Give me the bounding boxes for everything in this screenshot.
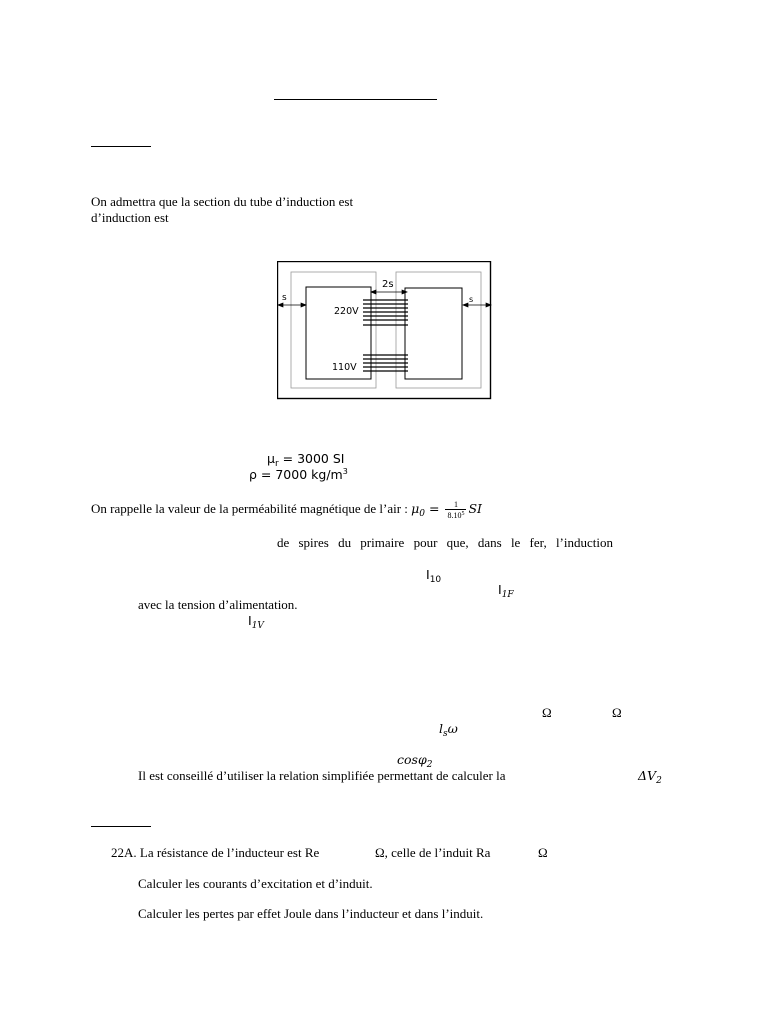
rho-equation — [249, 467, 348, 482]
i1v-symbol: $I_{1V}$ — [248, 613, 264, 631]
cos-phi-symbol: cosφ$_2$ — [397, 752, 433, 770]
i10-symbol: $I_{10}$ — [426, 567, 442, 585]
conseil-text: Il est conseillé d’utiliser la relation simplifiée permettant de calculer la — [138, 768, 506, 783]
air-permeability-text: On rappelle la valeur de la perméabilité magnétique de l’air : — [91, 500, 412, 516]
mu0-symbol: μ — [411, 500, 420, 516]
label-s-right: s — [469, 295, 474, 304]
mu-r-subscript: r — [274, 459, 279, 469]
alimentation-text: avec la tension d’alimentation. — [138, 597, 298, 612]
label-110v: 110V — [332, 362, 357, 373]
exercise-number: 22A. — [111, 845, 137, 860]
section-paragraph-line-1: On admettra que la section du tube d’induction est — [91, 194, 354, 209]
exercise-text-re: La résistance de l’inducteur est Re — [136, 845, 320, 860]
exercise-question-2: Calculer les pertes par effet Joule dans l’inducteur et dans l’induit. — [138, 906, 484, 921]
exercise-text-ra: Ω, celle de l’induit Ra — [375, 845, 491, 860]
section-rule-top — [91, 146, 151, 147]
fraction-numerator: 1 — [445, 500, 466, 510]
section-paragraph-line-2: d’induction est — [91, 210, 169, 225]
label-2s: 2s — [382, 279, 394, 290]
fraction-denominator: 8.10$^5$ — [447, 511, 465, 520]
mu0-subscript: 0 — [419, 508, 426, 519]
mu-r-symbol: μ — [267, 451, 275, 466]
label-s-left: s — [282, 293, 287, 303]
exercise-question-1: Calculer les courants d’excitation et d’induit. — [138, 876, 373, 891]
label-220v: 220V — [334, 306, 359, 317]
question-primary-turns: de spires du primaire pour que, dans le fer, l’induction — [277, 535, 613, 550]
rho-value: ρ = 7000 kg/m — [249, 467, 343, 482]
ohm-symbol-2: Ω — [612, 705, 622, 720]
right-core-window — [405, 288, 462, 379]
mu0-equals: = — [425, 500, 444, 516]
exercise-ohm-end: Ω — [538, 845, 548, 860]
i1f-symbol: $I_{1F}$ — [498, 582, 514, 600]
mu-r-value: = 3000 SI — [278, 451, 345, 466]
air-permeability-line — [91, 500, 482, 520]
mu0-unit: SI — [468, 500, 482, 516]
transformer-figure — [277, 261, 492, 405]
ohm-symbol-1: Ω — [542, 705, 552, 720]
transformer-diagram — [277, 261, 492, 401]
title-rule — [274, 99, 437, 100]
section-rule-bottom — [91, 826, 151, 827]
exercise-22a-statement — [111, 845, 319, 861]
leakage-reactance-symbol: $l_s\omega$ — [439, 721, 458, 739]
delta-v2-symbol: $\Delta V_2$ — [638, 768, 662, 786]
rho-exponent: 3 — [342, 467, 348, 476]
mu0-fraction — [445, 500, 466, 520]
